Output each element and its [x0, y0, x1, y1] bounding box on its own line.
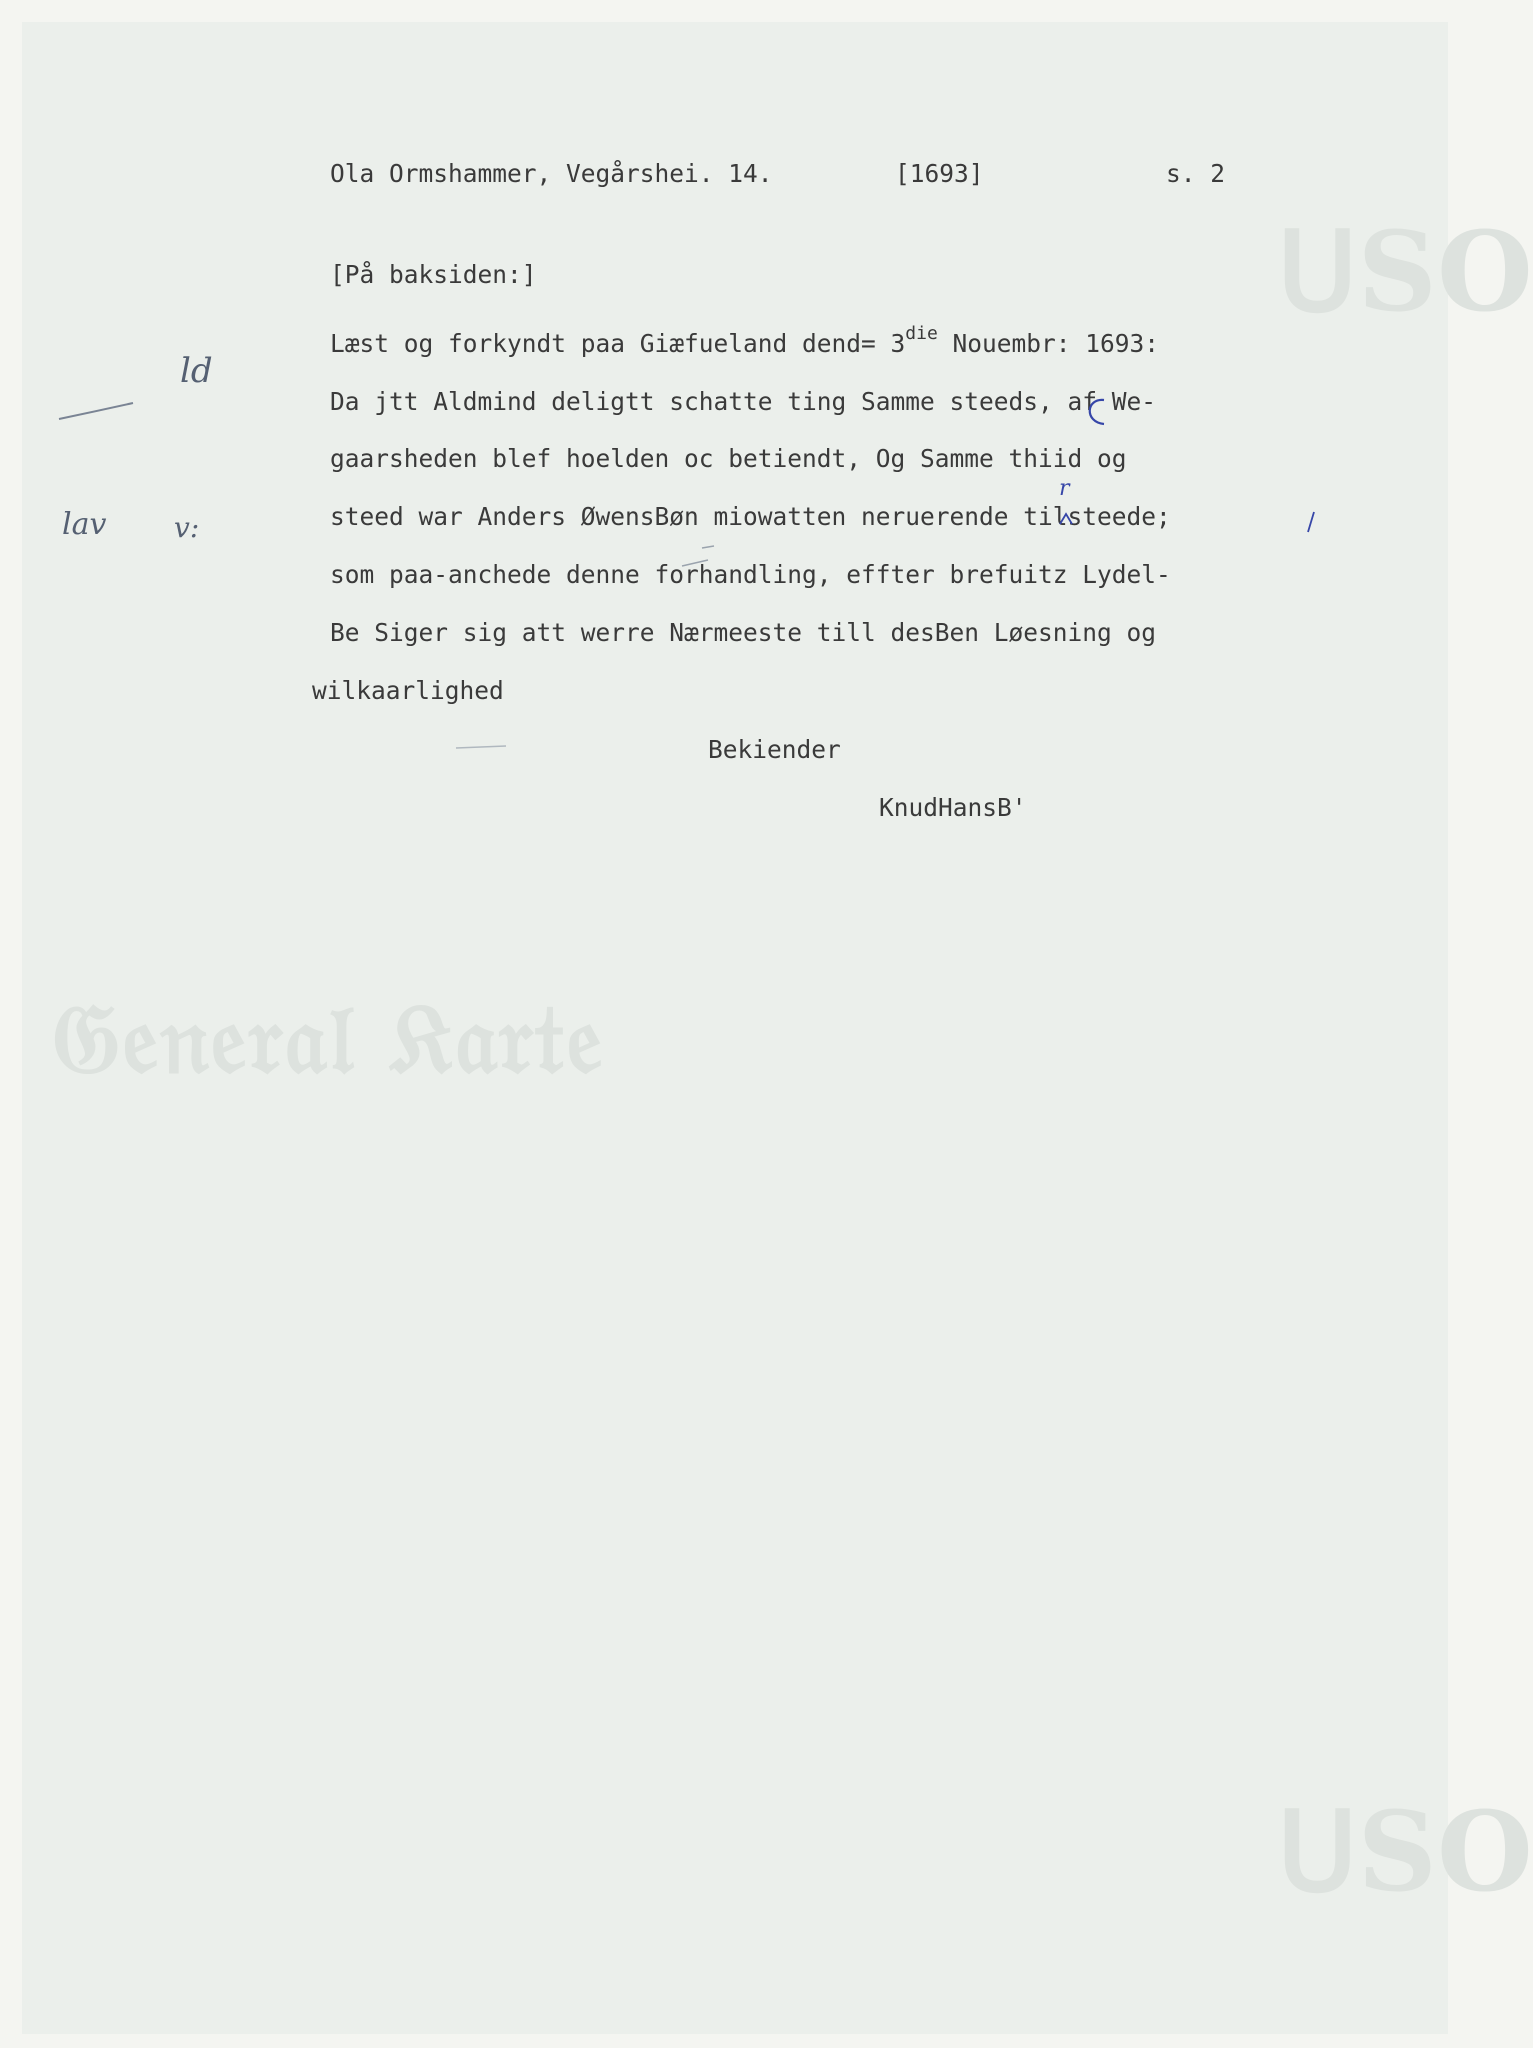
margin-dash-mark: [57, 397, 137, 427]
inserted-letter: r: [1059, 476, 1070, 501]
margin-note-mid: lav: [62, 507, 107, 542]
body-line-1-text: Læst og forkyndt paa Giæfueland dend= 3: [330, 329, 906, 358]
signature: KnudHansB': [879, 793, 1027, 822]
body-line-1: [330, 322, 1160, 358]
editorial-note: [På baksiden:]: [330, 260, 537, 289]
correction-loop-mark: [1080, 394, 1110, 430]
semicolon-correction-mark: [1304, 510, 1320, 536]
insertion-caret-mark: [1058, 512, 1074, 526]
document-page: [22, 22, 1533, 2034]
closing-word: Bekiender: [708, 735, 841, 764]
margin-note-v: v:: [174, 511, 200, 544]
body-line-2: Da jtt Aldmind deligtt schatte ting Samme steeds, af We-: [330, 387, 1157, 416]
body-line-1-end: Nouembr: 1693:: [937, 329, 1160, 358]
bleed-through-stamp-top: ᑌSO: [1277, 207, 1533, 336]
stray-dash-mark: [452, 742, 512, 754]
document-title: Ola Ormshammer, Vegårshei. 14.: [330, 159, 773, 188]
body-line-4: steed war Anders ØwensBøn miowatten neruerende tilsteede;: [330, 502, 1171, 531]
body-line-1-superscript: die: [905, 322, 938, 344]
bleed-through-stamp-bottom: ᑌSO: [1277, 1787, 1533, 1916]
document-year: [1693]: [895, 159, 984, 188]
margin-note-top: ld: [180, 351, 213, 391]
stray-pencil-mark: [678, 542, 718, 572]
body-line-3: gaarsheden blef hoelden oc betiendt, Og Samme thiid og: [330, 444, 1127, 473]
page-reference: s. 2: [1166, 159, 1226, 188]
bleed-through-text: 𝔊𝔢𝔫𝔢𝔯𝔞𝔩 𝔎𝔞𝔯𝔱𝔢: [52, 982, 605, 1095]
body-line-6: Be Siger sig att werre Nærmeeste till desBen Løesning og: [330, 618, 1157, 647]
body-line-5: som paa-anchede denne forhandling, effter brefuitz Lydel-: [330, 560, 1171, 589]
body-line-7: wilkaarlighed: [312, 676, 504, 705]
